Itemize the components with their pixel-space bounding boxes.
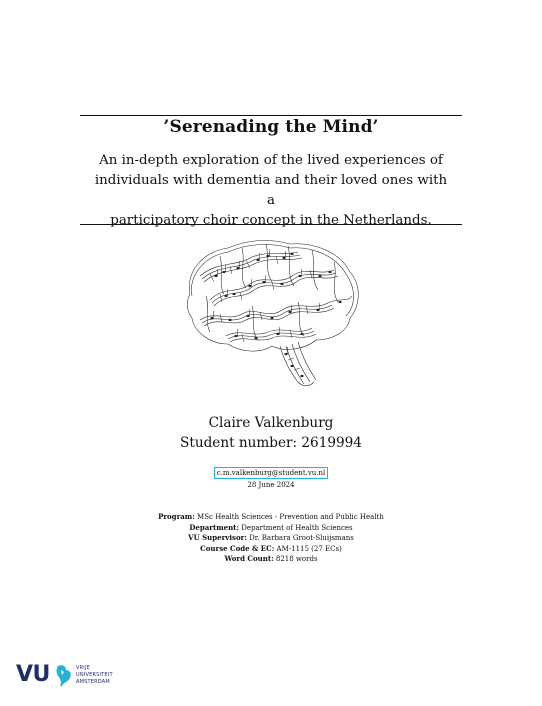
author-block xyxy=(80,413,462,453)
author-name: Claire Valkenburg xyxy=(208,415,334,431)
email-link[interactable]: c.m.valkenburg@student.vu.nl xyxy=(214,467,329,479)
vu-logo-mark: VU xyxy=(16,662,50,687)
detail-course-code xyxy=(120,544,422,555)
university-line-3: AMSTERDAM xyxy=(76,679,110,685)
detail-value: Department of Health Sciences xyxy=(241,523,353,532)
university-line-2: UNIVERSITEIT xyxy=(76,672,113,678)
rule-bottom xyxy=(80,224,462,225)
subtitle-line-1: An in-depth exploration of the lived experiences of xyxy=(99,153,443,168)
subtitle xyxy=(90,151,452,231)
griffin-icon xyxy=(54,664,74,688)
detail-label: Program: xyxy=(158,512,195,521)
detail-department xyxy=(120,523,422,534)
detail-label: Department: xyxy=(189,522,239,532)
subtitle-line-3: participatory choir concept in the Netherlands. xyxy=(110,213,432,228)
rule-top xyxy=(80,115,462,116)
university-name xyxy=(76,665,113,686)
date: 28 June 2024 xyxy=(247,481,295,489)
detail-label: Word Count: xyxy=(224,554,274,564)
email-wrapper xyxy=(0,460,542,479)
detail-value: Dr. Barbara Groot-Sluijsmans xyxy=(249,534,354,543)
detail-supervisor xyxy=(120,533,422,544)
detail-value: 8218 words xyxy=(275,555,318,564)
vu-logo xyxy=(16,662,126,692)
brain-music-illustration xyxy=(180,236,366,394)
student-number: Student number: 2619994 xyxy=(180,435,362,451)
details-block xyxy=(120,512,422,565)
detail-word-count xyxy=(120,554,422,565)
detail-program xyxy=(120,512,422,523)
detail-value: MSc Health Sciences - Prevention and Public Health xyxy=(197,513,384,521)
detail-label: VU Supervisor: xyxy=(188,533,247,543)
subtitle-line-2: individuals with dementia and their loved ones with a xyxy=(94,173,448,208)
detail-label: Course Code & EC: xyxy=(200,543,275,553)
university-line-1: VRIJE xyxy=(76,665,91,671)
detail-value: AM-1115 (27 ECs) xyxy=(276,544,342,553)
page-title: ’Serenading the Mind’ xyxy=(163,117,379,137)
